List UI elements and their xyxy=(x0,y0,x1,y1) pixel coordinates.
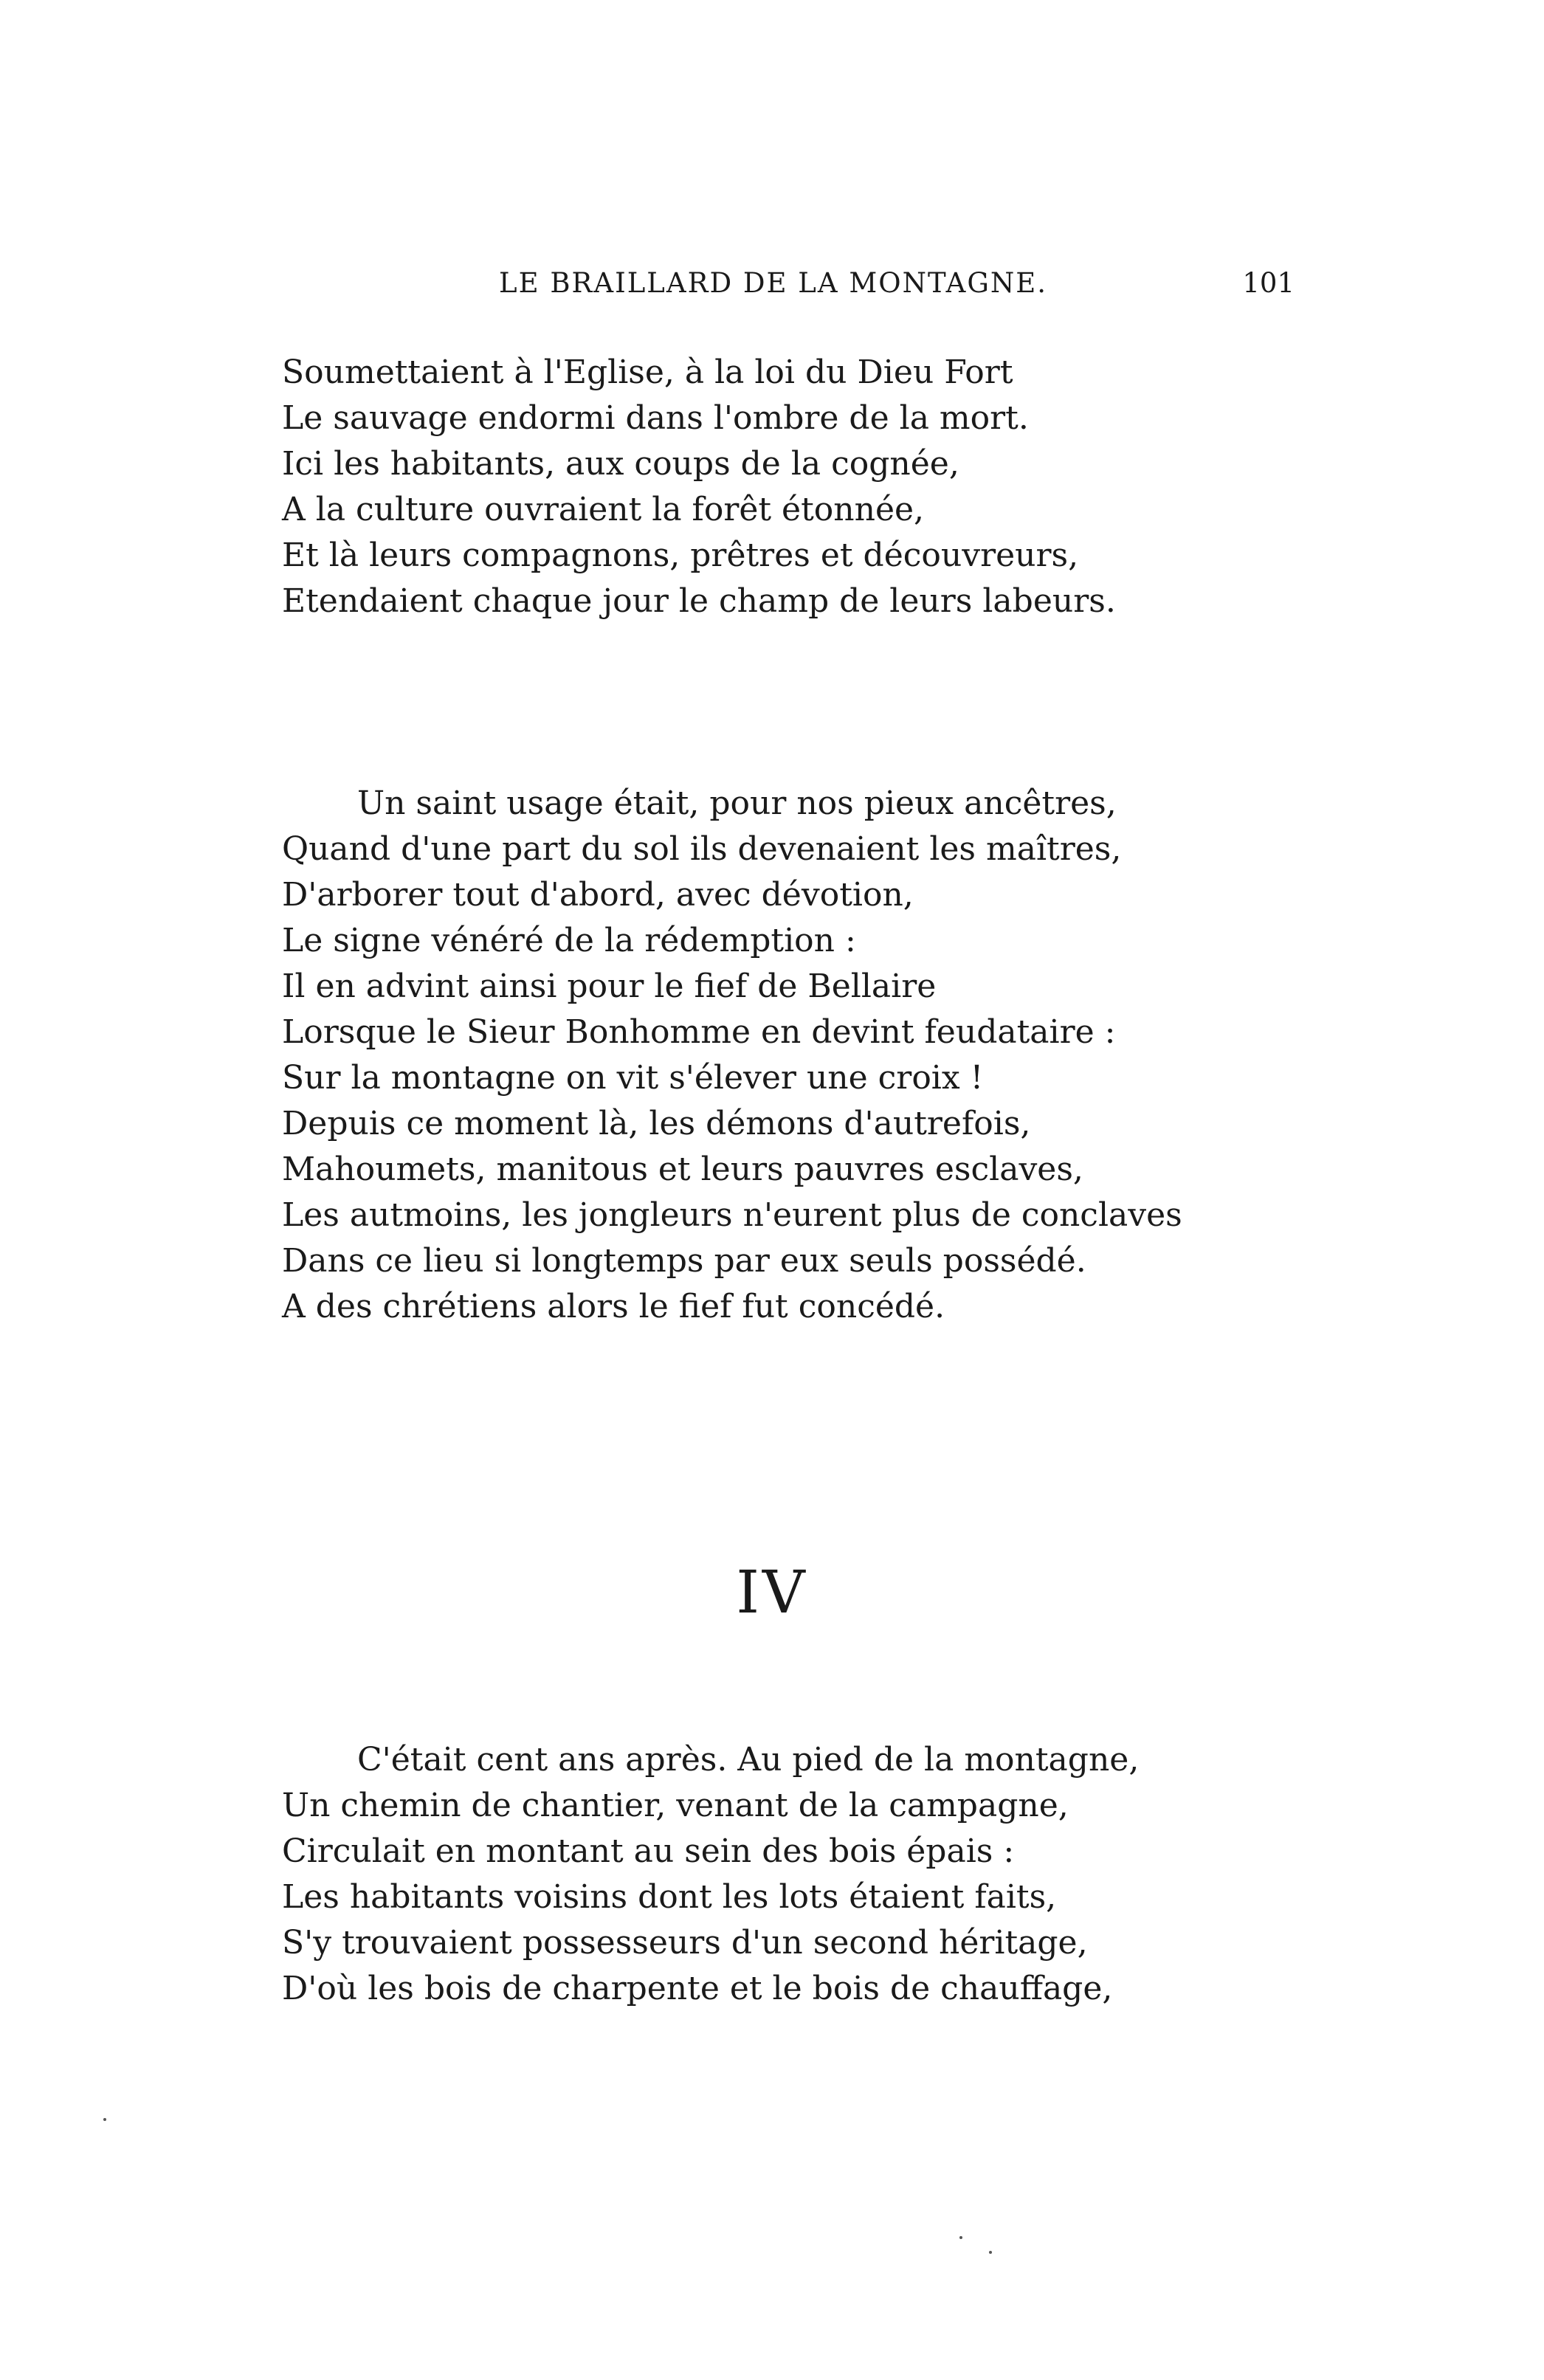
verse-line: Dans ce lieu si longtemps par eux seuls possédé. xyxy=(282,1242,1086,1280)
verse-line: Sur la montagne on vit s'élever une croix ! xyxy=(282,1059,984,1097)
verse-line: Soumettaient à l'Eglise, à la loi du Dieu Fort xyxy=(282,353,1013,391)
verse-line: Circulait en montant au sein des bois épais : xyxy=(282,1832,1015,1870)
scan-speck xyxy=(959,2236,962,2239)
verse-line: Lorsque le Sieur Bonhomme en devint feudataire : xyxy=(282,1013,1116,1051)
scan-speck xyxy=(989,2251,992,2254)
verse-line: Un saint usage était, pour nos pieux ancêtres, xyxy=(357,784,1117,822)
running-head xyxy=(499,260,1295,307)
verse-line: Les autmoins, les jongleurs n'eurent plus de conclaves xyxy=(282,1196,1182,1234)
verse-line: Ici les habitants, aux coups de la cognée, xyxy=(282,445,959,483)
scan-speck xyxy=(103,2118,106,2121)
stanza-3 xyxy=(282,1737,1271,2012)
verse-line: Mahoumets, manitous et leurs pauvres esclaves, xyxy=(282,1151,1083,1188)
verse-line: Quand d'une part du sol ils devenaient les maîtres, xyxy=(282,830,1122,868)
verse-line: Le signe vénéré de la rédemption : xyxy=(282,922,856,959)
verse-line: A des chrétiens alors le fief fut concédé. xyxy=(282,1288,945,1325)
stanza-2 xyxy=(282,781,1271,1330)
verse-line: Il en advint ainsi pour le fief de Bellaire xyxy=(282,967,937,1005)
section-numeral: IV xyxy=(736,1558,808,1627)
verse-line: Et là leurs compagnons, prêtres et découvreurs, xyxy=(282,537,1079,574)
verse-line: S'y trouvaient possesseurs d'un second héritage, xyxy=(282,1924,1088,1962)
verse-line: D'où les bois de charpente et le bois de chauffage, xyxy=(282,1970,1113,2007)
verse-line: Un chemin de chantier, venant de la campagne, xyxy=(282,1787,1069,1824)
running-title: LE BRAILLARD DE LA MONTAGNE. xyxy=(499,267,1048,299)
verse-line: Le sauvage endormi dans l'ombre de la mort. xyxy=(282,399,1029,437)
stanza-1 xyxy=(282,350,1271,624)
verse-line: Les habitants voisins dont les lots étaient faits, xyxy=(282,1878,1057,1916)
verse-line: A la culture ouvraient la forêt étonnée, xyxy=(282,491,925,528)
verse-line: C'était cent ans après. Au pied de la montagne, xyxy=(357,1741,1140,1779)
page-number: 101 xyxy=(1242,267,1295,299)
verse-line: D'arborer tout d'abord, avec dévotion, xyxy=(282,876,914,914)
verse-line: Etendaient chaque jour le champ de leurs labeurs. xyxy=(282,582,1116,620)
verse-line: Depuis ce moment là, les démons d'autrefois, xyxy=(282,1105,1031,1142)
